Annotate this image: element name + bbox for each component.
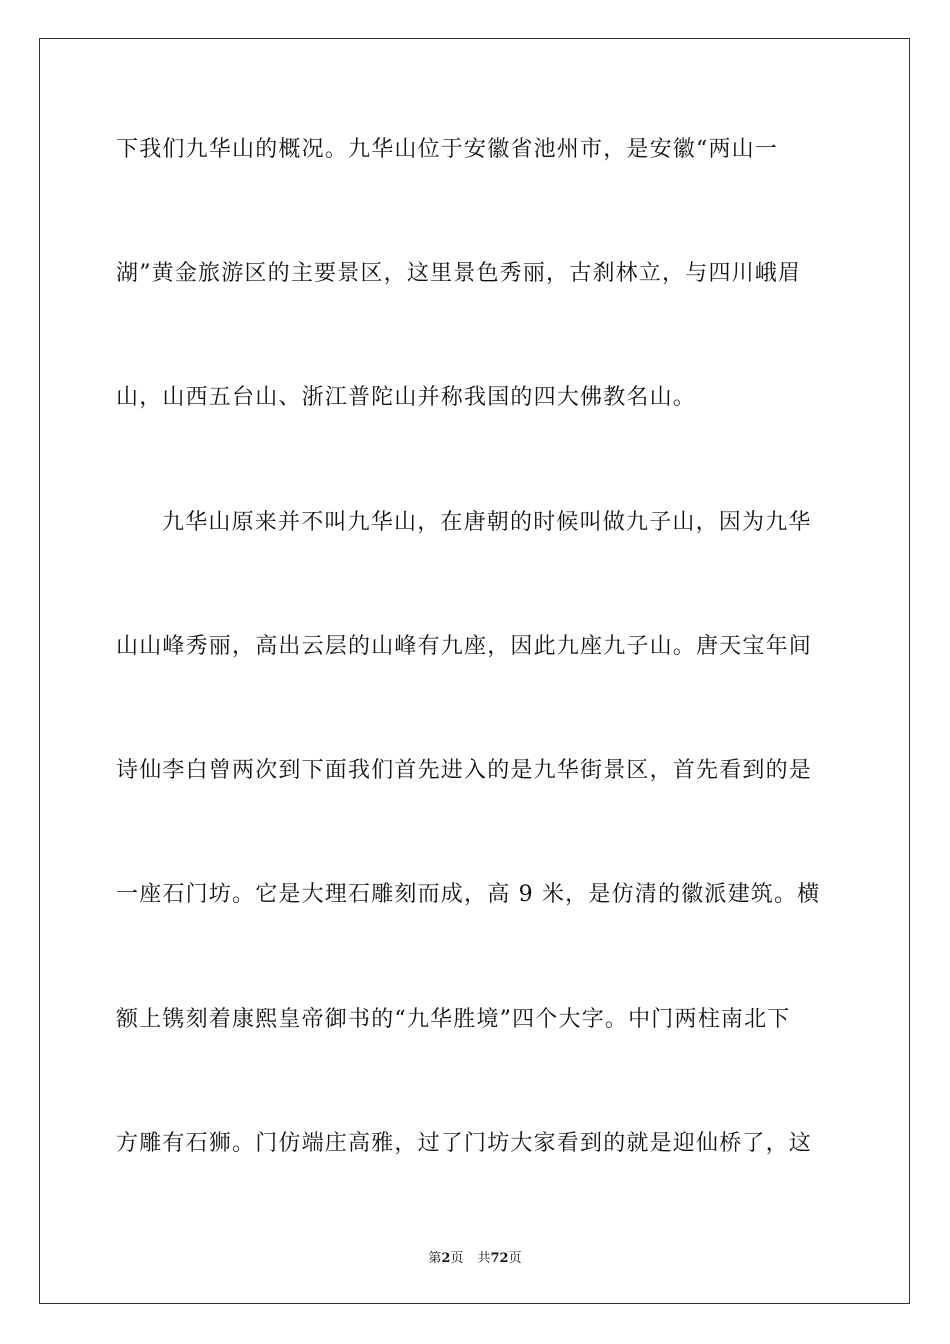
text-line-3: 山，山西五台山、浙江普陀山并称我国的四大佛教名山。 bbox=[116, 385, 697, 410]
text-line-1: 下我们九华山的概况。九华山位于安徽省池州市，是安徽“两山一 bbox=[116, 137, 779, 162]
page-suffix: 页 bbox=[450, 1251, 464, 1266]
total-prefix: 共 bbox=[477, 1251, 491, 1266]
text-line-9: 方雕有石狮。门仿端庄高雅，过了门坊大家看到的就是迎仙桥了，这 bbox=[116, 1131, 813, 1156]
page-border bbox=[39, 38, 910, 1304]
total-suffix: 页 bbox=[508, 1251, 522, 1266]
text-line-4-paragraph-start: 九华山原来并不叫九华山，在唐朝的时候叫做九子山，因为九华 bbox=[162, 510, 812, 535]
text-line-6: 诗仙李白曾两次到下面我们首先进入的是九华街景区，首先看到的是 bbox=[116, 758, 813, 783]
text-line-8: 额上镌刻着康熙皇帝御书的“九华胜境”四个大字。中门两柱南北下 bbox=[116, 1007, 791, 1032]
text-line-5: 山山峰秀丽，高出云层的山峰有九座，因此九座九子山。唐天宝年间 bbox=[116, 634, 813, 659]
text-line-2: 湖”黄金旅游区的主要景区，这里景色秀丽，古刹林立，与四川峨眉 bbox=[116, 261, 802, 286]
page-prefix: 第 bbox=[428, 1251, 442, 1266]
page-number: 2 bbox=[441, 1251, 451, 1266]
total-pages: 72 bbox=[490, 1251, 509, 1266]
text-line-7: 一座石门坊。它是大理石雕刻而成，高 9 米，是仿清的徽派建筑。横 bbox=[116, 882, 821, 907]
page-footer bbox=[0, 1247, 950, 1266]
